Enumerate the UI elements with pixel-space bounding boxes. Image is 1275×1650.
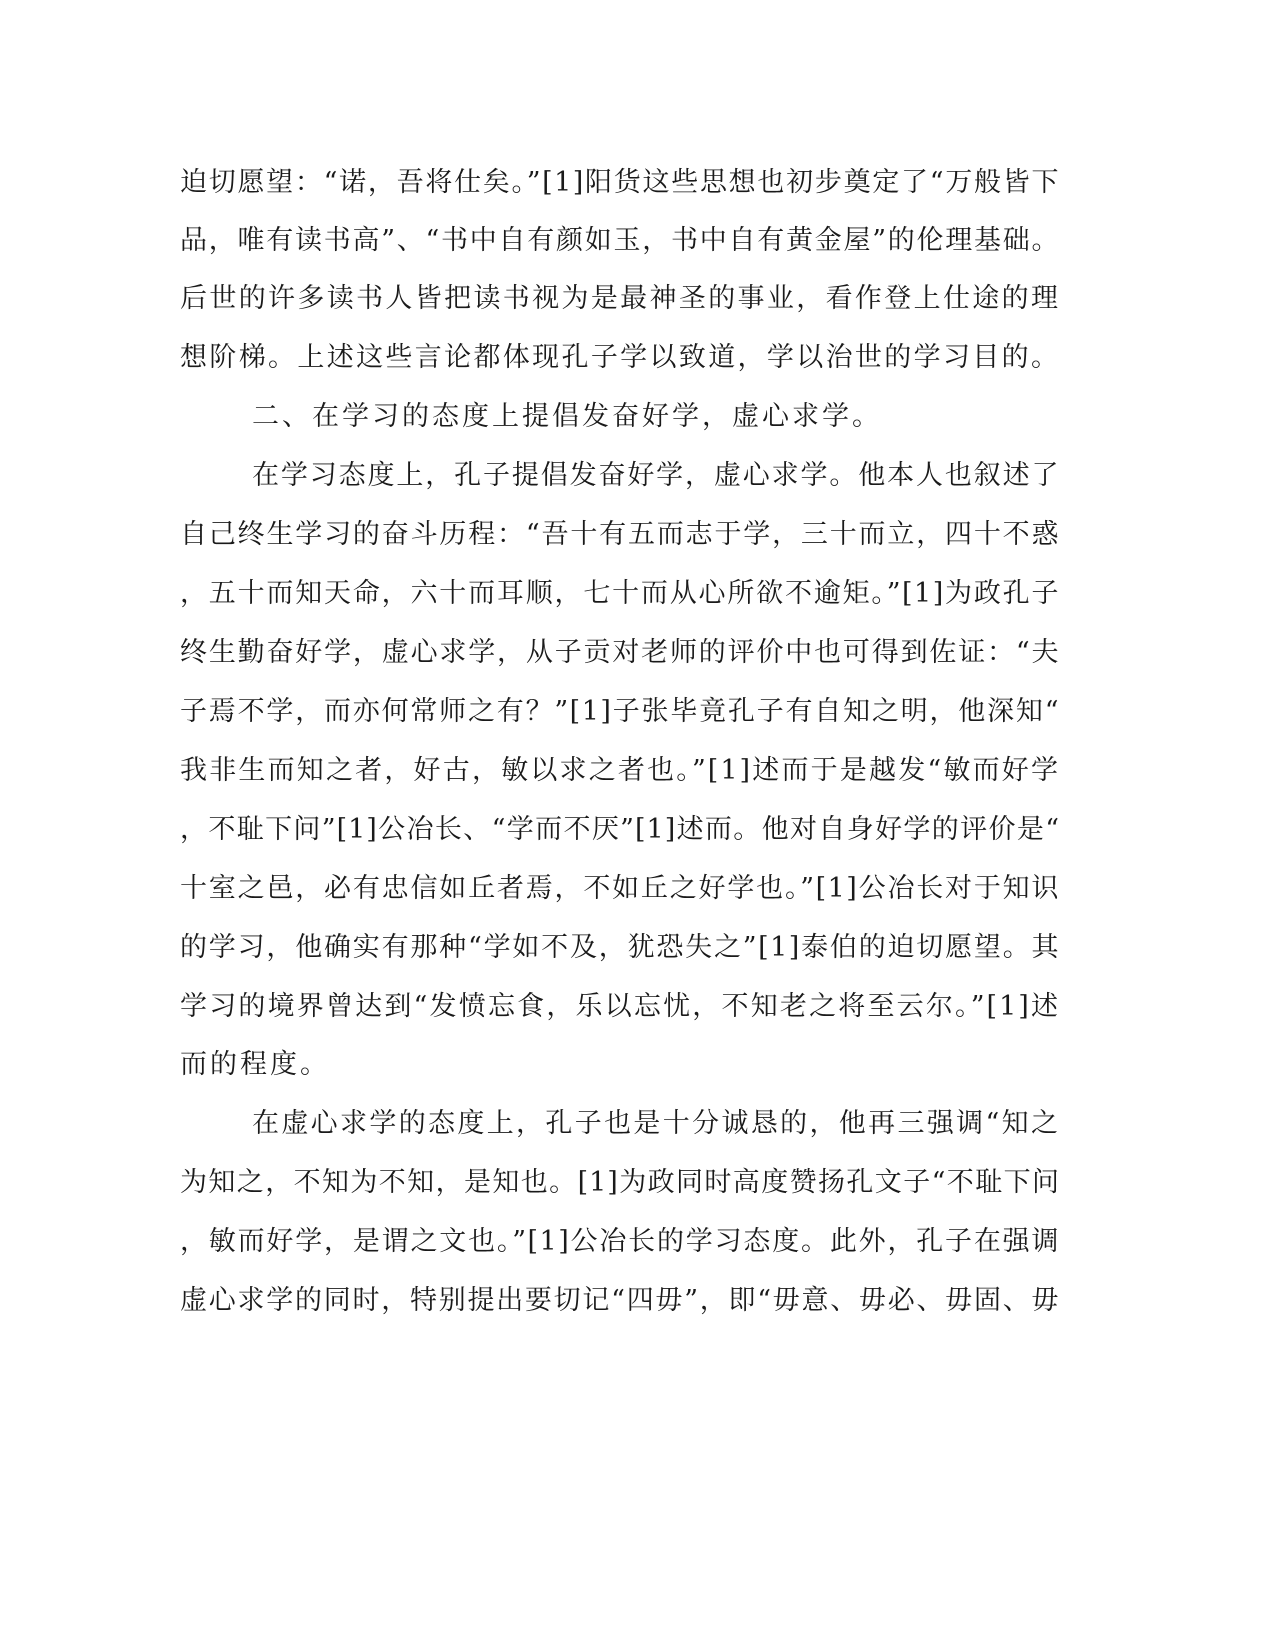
text-line: 迫切愿望：“诺，吾将仕矣。”[1]阳货这些思想也初步奠定了“万般皆下 — [180, 167, 1060, 198]
text-line: 虚心求学的同时，特别提出要切记“四毋”，即“毋意、毋必、毋固、毋 — [180, 1285, 1060, 1316]
text-line: ，不耻下问”[1]公冶长、“学而不厌”[1]述而。他对自身好学的评价是“ — [180, 814, 1060, 845]
text-line: 品，唯有读书高”、“书中自有颜如玉，书中自有黄金屋”的伦理基础。 — [180, 225, 1060, 256]
text-line: 为知之，不知为不知，是知也。[1]为政同时高度赞扬孔文子“不耻下问 — [180, 1167, 1060, 1198]
text-line: 的学习，他确实有那种“学如不及，犹恐失之”[1]泰伯的迫切愿望。其 — [180, 932, 1060, 963]
text-line: 我非生而知之者，好古，敏以求之者也。”[1]述而于是越发“敏而好学 — [180, 755, 1060, 786]
text-line: ，敏而好学，是谓之文也。”[1]公冶长的学习态度。此外，孔子在强调 — [180, 1226, 1060, 1257]
text-line: 想阶梯。上述这些言论都体现孔子学以致道，学以治世的学习目的。 — [180, 342, 1060, 373]
text-line: 在虚心求学的态度上，孔子也是十分诚恳的，他再三强调“知之 — [252, 1108, 1060, 1139]
text-line: 自己终生学习的奋斗历程：“吾十有五而志于学，三十而立，四十不惑 — [180, 519, 1060, 550]
text-line: 后世的许多读书人皆把读书视为是最神圣的事业，看作登上仕途的理 — [180, 283, 1060, 314]
text-line: 终生勤奋好学，虚心求学，从子贡对老师的评价中也可得到佐证：“夫 — [180, 637, 1060, 668]
text-line: 子焉不学，而亦何常师之有？”[1]子张毕竟孔子有自知之明，他深知“ — [180, 696, 1060, 727]
text-line: 学习的境界曾达到“发愤忘食，乐以忘忧，不知老之将至云尔。”[1]述 — [180, 991, 1060, 1022]
section-heading: 二、在学习的态度上提倡发奋好学，虚心求学。 — [252, 401, 882, 432]
text-line: 在学习态度上，孔子提倡发奋好学，虚心求学。他本人也叙述了 — [252, 460, 1060, 491]
text-line: 十室之邑，必有忠信如丘者焉，不如丘之好学也。”[1]公冶长对于知识 — [180, 873, 1060, 904]
text-line: 而的程度。 — [180, 1049, 330, 1080]
text-line: ，五十而知天命，六十而耳顺，七十而从心所欲不逾矩。”[1]为政孔子 — [180, 578, 1060, 609]
